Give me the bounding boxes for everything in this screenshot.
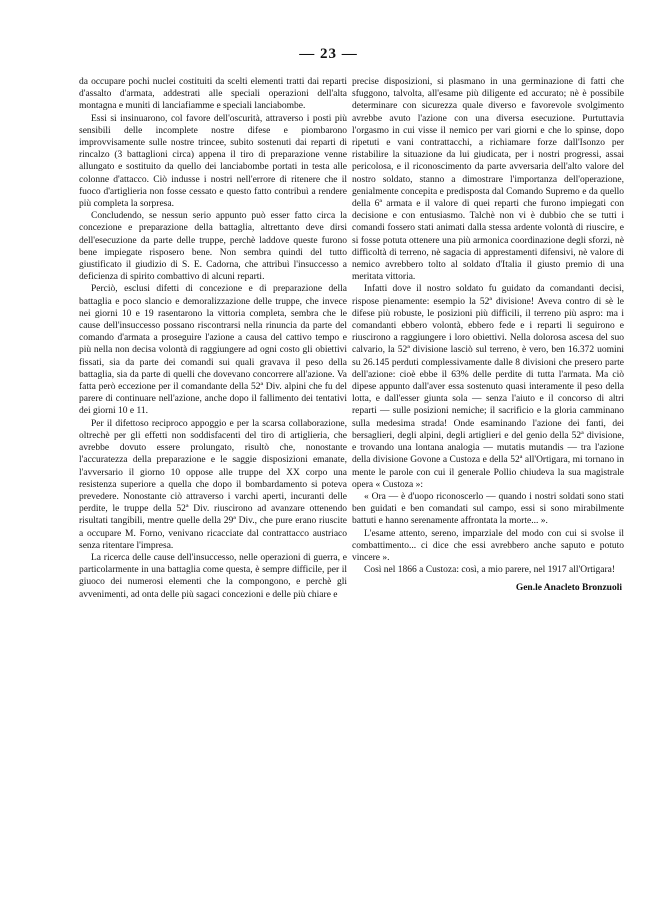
page-number: — 23 — [299,46,358,62]
paragraph: L'esame attento, sereno, imparziale del modo con cui si svolse il combattimento... ci dice che essi avrebbero anche saputo e potuto vincere ». [352,528,624,563]
paragraph: Infatti dove il nostro soldato fu guidato da comandanti decisi, rispose pienamente: esempio la 52ª divisione! Aveva contro di sè le difese più robuste, le posizioni più difficili, il terreno più aspro: ma i comandanti ebbero volontà, ebbero fede e i reparti li seguirono e riuscirono a raggiungere i loro obiettivi. Nella dolorosa ascesa del suo calvario, la 52ª divisione lasciò sul terreno, è vero, ben 16.372 uomini su 26.145 perduti complessivamente dalle 8 divisioni che presero parte dell'azione: cioè ebbe il 63% delle perdite di tutta l'armata. Ma ciò dipese appunto dall'aver essa sostenuto quasi interamente il peso della lotta, e dall'esser giunta sola — senza l'aiuto e il concorso di altri reparti — sulle posizioni nemiche; il sacrificio e la gloria camminano sulla medesima strada! Onde esaminando l'azione dei fanti, dei bersaglieri, degli alpini, degli artiglieri e del genio della 52ª divisione, e trovando una lontana analogia — mutatis mutandis — tra l'azione della divisione Govone a Custoza e della 52ª all'Ortigara, mi tornano in mente le parole con cui il generale Pollio chiudeva la sua magistrale opera « Custoza »: [352,284,624,490]
quotation: « Ora — è d'uopo riconoscerlo — quando i nostri soldati sono stati ben guidati e ben comandati sul campo, essi si sono mirabilmente battuti e hanno serenamente affrontata la morte... ». [352,491,624,527]
left-column [79,76,347,601]
author-signature: Gen.le Anacleto Bronzuoli [515,583,622,594]
paragraph: Per il difettoso reciproco appoggio e per la scarsa collaborazione, oltrechè per gli effetti non soddisfacenti del tiro di artiglieria, che avrebbe dovuto essere prolungato, risultò che, nonostante l'accuratezza della preparazione e le saggie disposizioni emanate, l'avversario il giorno 10 oppose alle truppe del XX corpo una resistenza superiore a quella che dopo il bombardamento si poteva prevedere. Nonostante ciò attraverso i varchi aperti, incuranti delle perdite, le truppe della 52ª Div. riuscirono ad avanzare ottenendo risultati tangibili, mentre quelle della 29ª Div., che pure erano riuscite a occupare M. Forno, venivano ricacciate dal contrattacco austriaco senza ritentare l'impresa. [79,418,347,551]
paragraph: da occupare pochi nuclei costituiti da scelti elementi tratti dai reparti d'assalto d'armata, addestrati alle speciali operazioni dell'alta montagna e muniti di lanciafiamme e speciali lanciabombe. [79,77,347,112]
paragraph: Così nel 1866 a Custoza: così, a mio parere, nel 1917 all'Ortigara! [364,565,616,576]
right-column [352,76,624,595]
paragraph: La ricerca delle cause dell'insuccesso, nelle operazioni di guerra, e particolarmente in una battaglia come questa, è sempre difficile, per il giuoco dei numerosi elementi che la compongono, e perchè gli avvenimenti, ad onta delle più sagaci concezioni e delle più chiare e [79,552,347,600]
paragraph: Concludendo, se nessun serio appunto può esser fatto circa la concezione e preparazione della battaglia, altrettanto deve dirsi dell'esecuzione da parte delle truppe, perchè laddove queste furono bene impiegate risposero bene. Non sembra quindi del tutto giustificato il giudizio di S. E. Cadorna, che attribuì l'insuccesso a deficienza di spirito combattivo di alcuni reparti. [79,211,347,283]
paragraph: precise disposizioni, si plasmano in una germinazione di fatti che sfuggono, talvolta, all'esame più diligente ed accurato; nè è possibile determinare con sicurezza quale diverso e favorevole svolgimento avrebbe avuto l'azione con una diversa esecuzione. Purtuttavia l'orgasmo in cui visse il nemico per vari giorni e che lo spinse, dopo ripetuti e vani contrattacchi, a richiamare forze dall'Isonzo per ristabilire la situazione da lui giudicata, per i nostri progressi, assai pericolosa, e il riconoscimento da parte avversaria dell'alto valore del nostro soldato, stanno a dimostrare l'importanza dell'operazione, genialmente concepita e predisposta dal Comando Supremo e da quello della 6ª armata e il valore di quei reparti che furono impiegati con decisione e con entusiasmo. Talchè non vi è dubbio che se tutti i comandi fossero stati animati dalla stessa ardente volontà di riuscire, e si fosse potuta ottenere una più armonica coordinazione degli sforzi, nè difficoltà di terreno, nè sagacia di apprestamenti difensivi, nè valore di nemico avrebbero tolto al soldato d'Italia il giusto premio di una meritata vittoria. [352,77,624,283]
paragraph: Perciò, esclusi difetti di concezione e di preparazione della battaglia e poco slancio e demoralizzazione delle truppe, che invece nei giorni 10 e 19 rasentarono la vittoria completa, sembra che le cause dell'insuccesso possano riscontrarsi nella rinuncia da parte del comando d'armata a proseguire l'azione a causa del cattivo tempo e più nella non decisa volontà di raggiungere ad ogni costo gli obiettivi fissati, sia da parte dei comandi sui quali gravava il peso della battaglia, sia da parte di quelli che dovevano concorrere all'azione. Va fatta però eccezione per il comandante della 52ª Div. alpini che fu del parere di continuare nell'azione, anche dopo il fallimento dei tentativi dei giorni 10 e 11. [79,284,347,417]
paragraph: Essi si insinuarono, col favore dell'oscurità, attraverso i posti più sensibili delle incomplete nostre difese e piombarono improvvisamente sulle nostre trincee, subito sostenuti dai reparti di rincalzo (3 battaglioni circa) appena il tiro di preparazione venne allungato e sostituito da quello dei lanciabombe portati in testa alle colonne d'attacco. Ciò indusse i nostri nell'errore di ritenere che il fuoco d'artiglieria non fosse cessato e questo fatto contribuì a rendere più completa la sorpresa. [79,113,347,210]
